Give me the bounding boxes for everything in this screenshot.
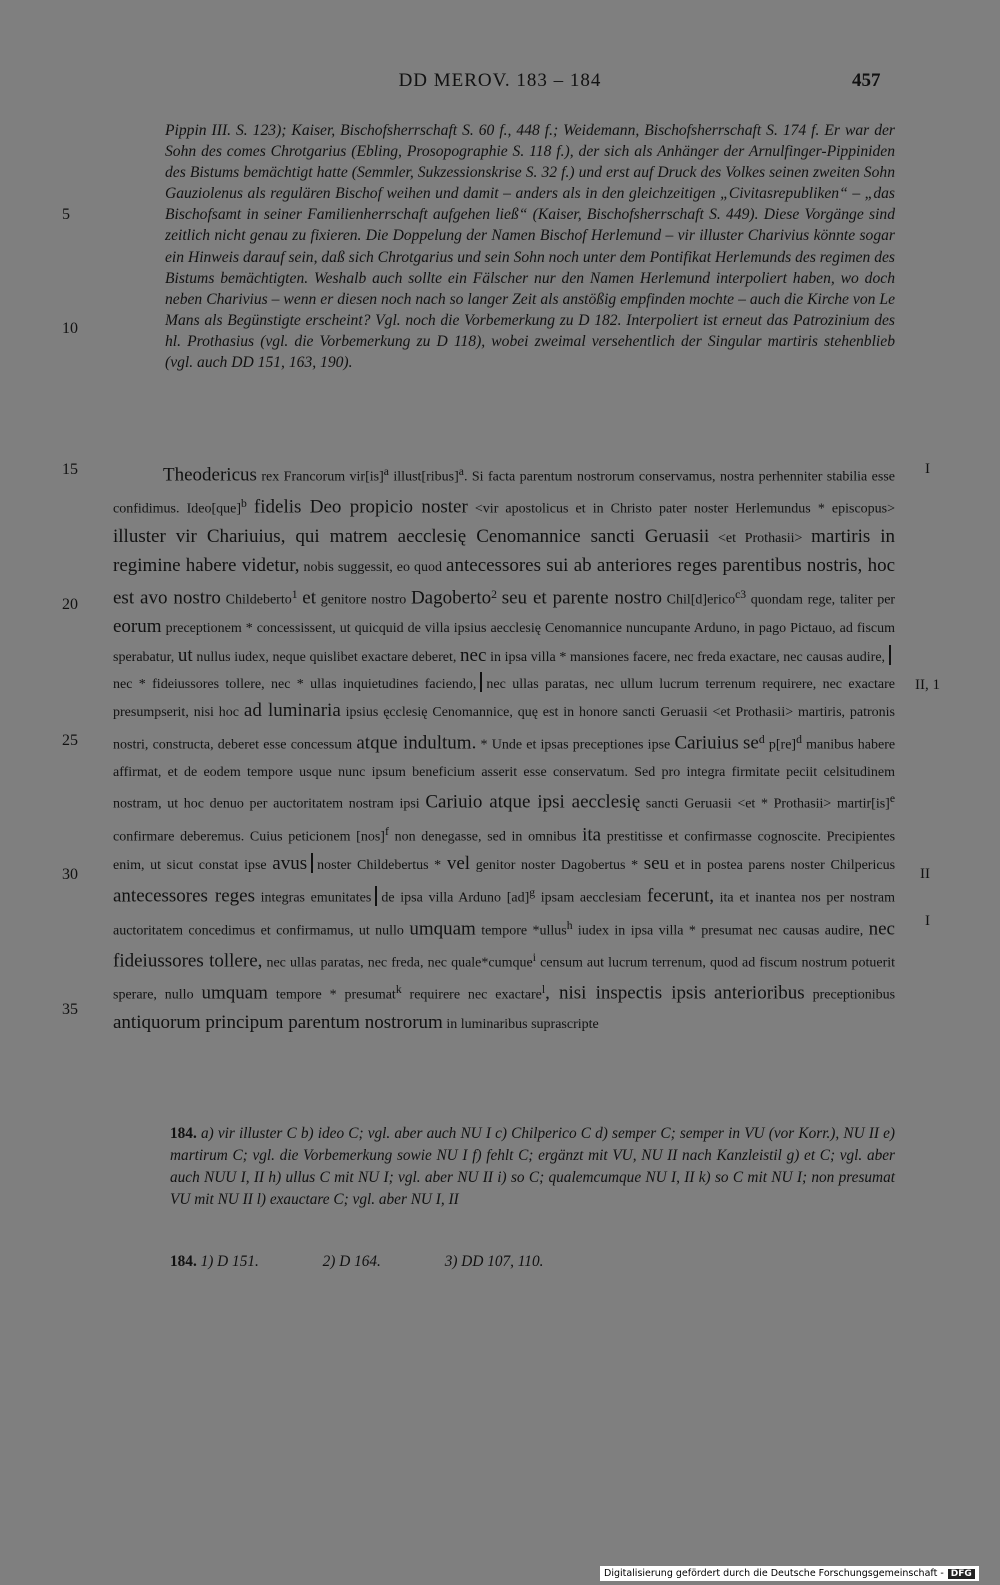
charter-segment: * Unde et ipsas preceptiones ipse [480, 737, 671, 753]
margin-note: II [920, 866, 930, 882]
note-marker: a [383, 465, 389, 478]
source-ref: 3) DD 107, 110. [444, 1253, 544, 1270]
charter-segment: nullus iudex, neque quislibet exactare deberet, [196, 649, 457, 665]
margin-note: I [925, 913, 930, 929]
charter-segment: ipsius ęcclesię Cenomannice, quę est in honore sancti Geruasii <et Prothasii> martiris, patronis nostri, constructa, deberet esse concessum [113, 705, 896, 753]
charter-paragraph [113, 459, 895, 1039]
source-ref: 1) D 151. [200, 1253, 259, 1270]
charter-segment: ita [582, 824, 602, 846]
charter-segment: martiris in regimine habere videtur, [113, 525, 896, 576]
charter-segment: in ipsa villa * mansiones facere, nec freda exactare, nec causas audire, [490, 649, 886, 665]
dfg-logo: DFG [948, 1569, 975, 1579]
charter-segment: avus [272, 853, 308, 875]
charter-segment: de ipsa villa Arduno [ad] [381, 890, 530, 906]
note-marker: k [395, 983, 402, 997]
charter-word: Theodericus [163, 464, 257, 486]
charter-segment: confirmare deberemus. Cuius peticionem [nos] [113, 829, 385, 845]
charter-segment: nec * fideiussores tollere, nec * ullas inquietudines faciendo, [113, 676, 477, 692]
charter-segment: Dagoberto [410, 587, 492, 609]
charter-segment: seu et parente nostro [501, 587, 662, 609]
charter-segment: atque indultum. [356, 732, 477, 754]
charter-segment: umquam [201, 983, 268, 1005]
charter-segment: fidelis Deo propicio noster [253, 497, 468, 519]
charter-segment: Chil[d]erico [666, 592, 736, 608]
note-marker: l [541, 983, 546, 997]
line-number: 25 [62, 732, 78, 749]
charter-segment: integras emunitates [260, 890, 372, 906]
line-number: 5 [62, 206, 70, 223]
charter-segment: antecessores reges [113, 885, 255, 907]
charter-segment: tempore *ullus [481, 923, 567, 939]
charter-segment: tempore * presumat [275, 988, 396, 1004]
preliminary-remark-text: Pippin III. S. 123); Kaiser, Bischofsherrschaft S. 60 f., 448 f.; Weidemann, Bischofsherrschaft S. 174 f. Er war der Sohn des comes Chrotgarius (Ebling, Prosopographie S. 118 f.), der sich als Anhänger der Arnulfinger-Pippiniden des Bistums bemächtigt hatte (Semmler, Sukzessionskrise S. 32 f.) und erst auf Druck des Volkes seinen zweiten Sohn Gauziolenus als regulären Bischof weihen und damit – anders als in den gleichzeitigen „Civitasrepubliken“ – „das Bischofsamt in seiner Familienherrschaft aufgehen ließ“ (Kaiser, Bischofsherrschaft S. 449). Diese Vorgänge sind zeitlich nicht genau zu fixieren. Die Doppelung der Namen Bischof Herlemund – vir illuster Charivius könnte sogar ein Hinweis darauf sein, daß sich Chrotgarius und sein Sohn noch unter dem Pontifikat Herlemunds des regimen des Bistums bemächtigten. Weshalb auch sollte ein Fälscher nur den Namen Herlemund interpoliert haben, wo doch neben Charivius – wenn er diesen noch nach so langer Zeit als anstößig empfinden mochte – auch die Kirche von Le Mans als Begünstigte erscheint? Vgl. noch die Vorbemerkung zu D 182. Interpoliert ist erneut das Patrozinium des hl. Prothasius (vgl. die Vorbemerkung zu D 118), wobei zweimal versehentlich der Singular martiris stehenblieb (vgl. auch DD 151, 163, 190). [165, 122, 895, 372]
note-marker: i [532, 951, 536, 964]
charter-segment: antiquorum principum parentum nostrorum [113, 1011, 443, 1033]
charter-segment: illust[ribus] [393, 469, 459, 485]
line-number: 15 [62, 461, 78, 478]
preliminary-remark [165, 120, 895, 373]
charter-segment: quondam rege, taliter per [750, 592, 896, 608]
page-number: 457 [852, 70, 881, 91]
funding-footer [600, 1566, 979, 1581]
charter-segment: Cariuius [674, 732, 739, 754]
charter-segment: noster Childebertus * [317, 858, 442, 874]
charter-segment: prestitisse et confirmasse cognoscite. Precipientes enim, ut sicut constat ipse [113, 829, 896, 874]
note-marker: c3 [735, 587, 747, 601]
insertion-bar [311, 853, 313, 873]
charter-segment: ut [177, 644, 193, 666]
charter-segment: requirere nec exactare [409, 988, 542, 1004]
charter-segment: Cariuio atque ipsi aecclesię [425, 792, 641, 814]
line-number: 30 [62, 866, 78, 883]
apparatus-text: a) vir illuster C b) ideo C; vgl. aber auch NU I c) Chilperico C d) semper C; semper in VU (vor Korr.), NU II e) martirum C; vgl. die Vorbemerkung sowie NU I f) fehlt C; ergänzt mit VU, NU II nach Kanzleistil g) et C; vgl. aber auch NUU I, II h) ullus C mit NU I; vgl. aber NU II i) so C; qualemcumque NU I, II k) so C mit NU I; non presumat VU mit NU II l) exauctare C; vgl. aber NU I, II [170, 1125, 895, 1208]
note-marker: h [566, 918, 573, 932]
source-apparatus [170, 1251, 895, 1273]
source-marker: 1 [291, 587, 298, 601]
note-marker: g [529, 886, 536, 900]
charter-text [113, 459, 895, 1039]
charter-segment: anterioribus [713, 983, 805, 1005]
header-title: DD MEROV. 183 – 184 [398, 70, 602, 91]
charter-segment: nobis suggessit, eo quod [303, 559, 443, 575]
charter-segment: <vir apostolicus et in Christo pater noster Herlemundus * episcopus> [474, 502, 896, 518]
charter-segment: nec [460, 644, 487, 666]
charter-segment: ad luminaria [243, 700, 341, 722]
charter-segment: Childeberto [225, 592, 292, 608]
charter-segment: antecessores sui ab anteriores reges parentibus nostris, hoc est avo nostro [113, 554, 896, 609]
charter-segment: genitor noster Dagobertus * [475, 858, 639, 874]
charter-segment: rex Francorum vir[is] [261, 469, 384, 485]
charter-segment: preceptionibus [812, 988, 896, 1004]
charter-segment: p[re] [768, 737, 797, 753]
charter-segment: in luminaribus suprascripte [446, 1016, 599, 1032]
note-marker: a [458, 465, 464, 478]
charter-segment: fecerunt, [646, 885, 714, 907]
charter-segment: eorum [113, 615, 162, 637]
source-ref: 2) D 164. [322, 1253, 381, 1270]
charter-segment: genitore nostro [320, 592, 407, 608]
source-label: 184. [170, 1253, 197, 1270]
note-marker: d [796, 733, 802, 747]
note-marker: e [889, 792, 896, 806]
charter-segment: censum aut lucrum terrenum, quod ad fiscum nostrum potuerit sperare, nullo [113, 955, 896, 1004]
charter-segment: , nisi inspectis ipsis [545, 983, 707, 1005]
margin-note: I [925, 461, 930, 477]
charter-segment: et in postea parens noster Chilpericus [674, 858, 896, 874]
charter-segment: illuster vir Chariuius, qui matrem aecclesię Cenomannice sancti Geruasii [113, 525, 710, 547]
critical-apparatus [170, 1123, 895, 1211]
charter-segment: <et Prothasii> [718, 530, 803, 546]
charter-segment: nec fideiussores tollere, [113, 918, 895, 972]
charter-segment: sancti Geruasii <et * Prothasii> martir[is] [645, 797, 890, 813]
charter-segment: ipsam aecclesiam [540, 890, 642, 906]
note-marker: f [384, 824, 389, 838]
charter-segment: et [302, 587, 316, 609]
charter-segment: iudex in ipsa villa * presumat nec causas audire, [577, 923, 864, 939]
note-marker: b [241, 497, 247, 511]
charter-segment: umquam [409, 918, 476, 940]
line-number: 10 [62, 320, 78, 337]
charter-segment: se [743, 732, 759, 754]
charter-segment: preceptionem * concessissent, ut quicquid de villa ipsius aecclesię Cenomannice nuncupante Arduno, in pago Pictauo, ad fiscum sperabatur, [113, 620, 895, 665]
note-marker: d [758, 733, 765, 747]
margin-note: II, 1 [915, 677, 940, 693]
charter-segment: vel [446, 853, 471, 875]
charter-segment: ita et inantea nos per nostram auctoritatem concedimus et confirmamus, ut nullo [113, 890, 896, 939]
apparatus-label: 184. [170, 1125, 197, 1142]
charter-segment: seu [643, 853, 670, 875]
insertion-bar [375, 886, 377, 906]
insertion-bar [480, 672, 482, 692]
charter-segment: nec ullas paratas, nec ullum lucrum terrenum requirere, nec exactare presumpserit, nisi hoc [113, 676, 895, 721]
line-number: 35 [62, 1001, 78, 1018]
line-number: 20 [62, 596, 78, 613]
insertion-bar [889, 645, 891, 665]
charter-segment: nec ullas paratas, nec freda, nec quale*cumque [266, 955, 533, 971]
charter-segment: . Si facta parentum nostrorum conservamus, nostra perhenniter stabilia esse confidimus. Ideo[que] [113, 469, 896, 518]
footer-text: Digitalisierung gefördert durch die Deutsche Forschungsgemeinschaft - [604, 1568, 944, 1579]
source-marker: 2 [491, 587, 497, 601]
charter-segment: non denegasse, sed in omnibus [394, 829, 577, 845]
charter-segment: manibus habere affirmat, et de eodem tempore usque nunc ipsum beneficium asserit esse conservatum. Sed pro integra firmitate peciit celsitudinem nostram, ut hoc denuo per auctoritatem nostram ipsi [113, 737, 896, 813]
